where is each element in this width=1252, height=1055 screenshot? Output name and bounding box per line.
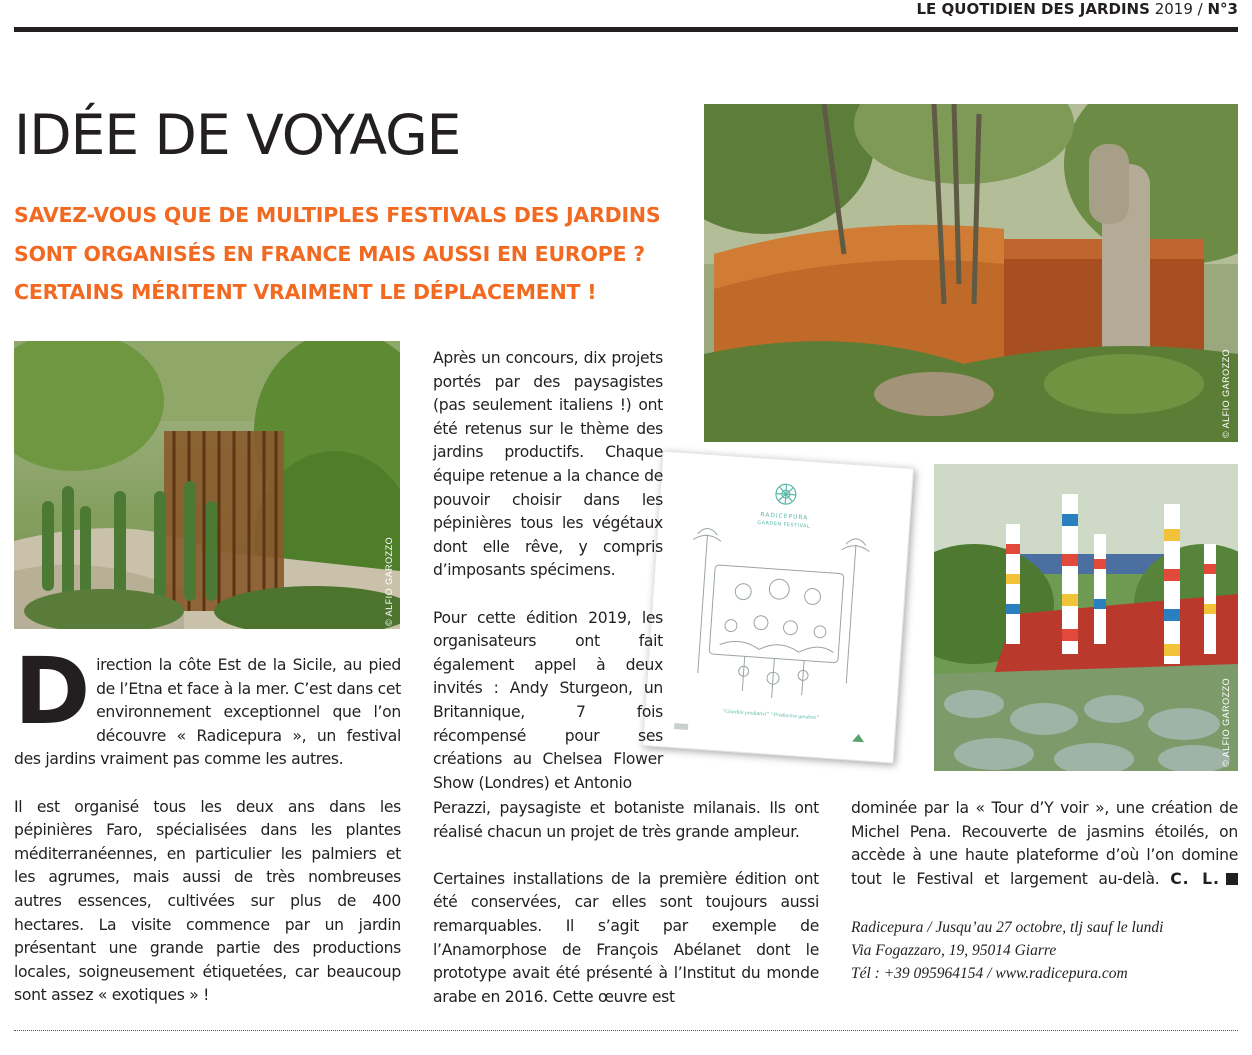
event-info-line: Tél : +39 095964154 / www.radicepura.com [851,965,1128,982]
article-paragraph: dominée par la « Tour d’Y voir », une création de Michel Pena. Recouverte de jasmins étoilés, on accède à une haute plateforme d’où l’on domine tout le Festival et largement au-delà. C. L. [851,799,1238,888]
photo-credit: © ALFIO GAROZZO [1221,348,1231,438]
event-info [851,916,1163,985]
poster-tagline: “Giardini produttivi” “Productive gardens” [721,708,820,722]
article-column-1 [14,638,401,1032]
photo-garden-tower [14,341,400,629]
article-paragraph: Il est organisé tous les deux ans dans les pépinières Faro, spécialisées dans les plantes méditerranéennes, en particulier les palmiers et les agrumes, mais aussi de très nombreuses autres essences, cultivées sur plus de 400 hectares. La visite commence par un jardin présentant une grande partie des productions locales, soigneusement étiquetées, car beaucoup sont assez « exotiques » ! [14,797,401,1005]
article-paragraph: Perazzi, paysagiste et botaniste milanais. Ils ont réalisé chacun un projet de très grande ampleur. [433,799,819,841]
article-paragraph: Après un concours, dix projets portés par des paysagistes (pas seulement italiens !) ont été retenus sur le thème des jardins productifs. Chaque équipe retenue a la chance de pouvoir choisir dans les pépinières tous les végétaux dont elle rêve, y compris d’imposants spécimens. [433,349,663,580]
poster-subtitle: GARDEN FESTIVAL [757,520,811,530]
drop-cap: D [14,638,91,745]
top-rule [14,27,1238,32]
article-paragraph: Certaines installations de la première édition ont été conservées, car elles sont toujours aussi remarquables. Il s’agit par exemple de l’Anamorphose de François Abélanet dont le prototype avait été présenté à l’Institut du monde arabe en 2016. Cette œuvre est [433,869,819,1006]
event-info-line: Via Fogazzaro, 19, 95014 Giarre [851,942,1057,959]
article-paragraph: Pour cette édition 2019, les organisateurs ont fait également appel à deux invités : Andy Sturgeon, un Britannique, 7 fois récompensé pour ses créations au Chelsea Flower Show (Londres) et Antonio [433,608,663,792]
photo-corten-walls [704,104,1238,442]
masthead-brand: LE QUOTIDIEN DES JARDINS [916,0,1150,18]
page-title: IDÉE DE VOYAGE [14,103,461,167]
photo-credit: © ALFIO GAROZZO [1221,677,1231,767]
kicker-line: CERTAINS MÉRITENT VRAIMENT LE DÉPLACEMENT ! [14,280,597,304]
article-column-2 [433,347,663,819]
author-signature: C. L. [1170,869,1220,888]
festival-poster [642,451,914,764]
end-mark [1226,873,1238,885]
article-column-3 [851,797,1238,915]
kicker-line: SONT ORGANISÉS EN FRANCE MAIS AUSSI EN EUROPE ? [14,241,645,266]
kicker [14,196,694,312]
article-column-2-continued [433,797,819,1033]
article-paragraph: Direction la côte Est de la Sicile, au pied de l’Etna et face à la mer. C’est dans cet environnement exceptionnel que l’on découvre « Radicepura », un festival des jardins vraiment pas comme les autres. [14,638,401,769]
photo-pot-towers [934,464,1238,771]
kicker-line: SAVEZ-VOUS QUE DE MULTIPLES FESTIVALS DES JARDINS [14,203,661,227]
masthead-year: 2019 [1154,0,1193,18]
masthead-issue: N°3 [1207,0,1238,18]
bottom-dotted-rule [14,1030,1238,1031]
photo-credit: © ALFIO GAROZZO [384,536,394,626]
masthead: LE QUOTIDIEN DES JARDINS 2019 / N°3 [916,0,1238,18]
event-info-line: Radicepura / Jusqu’au 27 octobre, tlj sauf le lundi [851,919,1164,936]
poster-title: RADICEPURA [760,511,809,522]
